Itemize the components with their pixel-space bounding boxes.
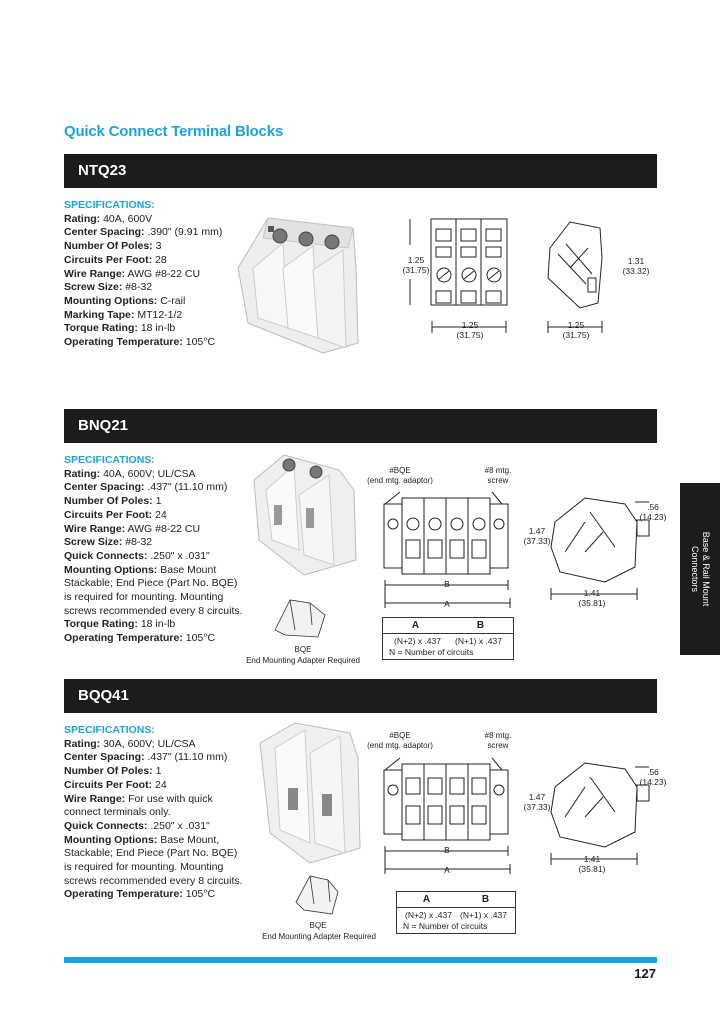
bqe-caption: End Mounting Adapter Required (262, 932, 376, 941)
bnq21-dim-b: B (444, 579, 450, 589)
note-line: Stackable; End Piece (Part No. BQE) (64, 847, 238, 860)
spec-row: Quick Connects: .250" x .031" (64, 819, 210, 832)
bnq21-callout-bqe: #BQE (end mtg. adaptor) (367, 466, 433, 485)
bqq41-dim-b: B (444, 845, 450, 855)
bnq21-callout-screw: #8 mtg. screw (484, 466, 512, 485)
bqe-label: BQE (309, 921, 327, 930)
spec-row: Center Spacing: .390" (9.91 mm) (64, 226, 223, 239)
section-side-tab: Base & Rail Mount Connectors (680, 483, 720, 655)
spec-row: Operating Temperature: 105°C (64, 336, 216, 349)
bnq21-formula-table: A B (N+2) x .437 (N+1) x .437 N = Number of circuits (382, 617, 514, 660)
ntq23-dim-side-width: 1.25 (31.75) (562, 320, 590, 340)
spec-row: Marking Tape: MT12-1/2 (64, 308, 183, 321)
spec-row: Number Of Poles: 3 (64, 240, 162, 253)
spec-row: Mounting Options: C-rail (64, 294, 186, 307)
note-line: is required for mounting. Mounting (64, 591, 224, 604)
spec-row: Operating Temperature: 105°C (64, 632, 216, 645)
note-line: connect terminals only. (64, 806, 171, 819)
bnq21-specs (64, 454, 274, 646)
footer-rule (64, 957, 657, 963)
spec-row: Operating Temperature: 105°C (64, 888, 216, 901)
note-line: screws recommended every 8 circuits. (64, 874, 243, 887)
page-title: Quick Connect Terminal Blocks (64, 123, 283, 140)
spec-row: Center Spacing: .437" (11.10 mm) (64, 481, 228, 494)
ntq23-dim-width: 1.25 (31.75) (456, 320, 484, 340)
bnq21-product-illustration (244, 450, 374, 580)
spec-row: Wire Range: AWG #8-22 CU (64, 522, 201, 535)
spec-row: Rating: 30A, 600V; UL/CSA (64, 737, 196, 750)
specs-heading: SPECIFICATIONS: (64, 199, 155, 211)
bqq41-formula-table: A B (N+2) x .437 (N+1) x .437 N = Number of circuits (396, 891, 516, 934)
spec-row: Quick Connects: .250" x .031" (64, 549, 210, 562)
bqe-label: BQE (294, 645, 312, 654)
spec-row: Number Of Poles: 1 (64, 765, 162, 778)
spec-row: Circuits Per Foot: 28 (64, 253, 167, 266)
note-line: is required for mounting. Mounting (64, 861, 224, 874)
bqe-adapter-icon (270, 595, 330, 640)
spec-row: Center Spacing: .437" (11.10 mm) (64, 751, 228, 764)
spec-row: Rating: 40A, 600V; UL/CSA (64, 467, 196, 480)
section-header-bnq21: BNQ21 (64, 409, 657, 443)
spec-row: Circuits Per Foot: 24 (64, 778, 167, 791)
bnq21-dim-height: 1.47 (37.33) (523, 526, 551, 546)
spec-row: Torque Rating: 18 in-lb (64, 322, 176, 335)
specs-heading: SPECIFICATIONS: (64, 454, 155, 466)
spec-row: Wire Range: For use with quick (64, 792, 213, 805)
bqq41-specs (64, 724, 274, 902)
note-line: screws recommended every 8 circuits. (64, 604, 243, 617)
spec-row: Rating: 40A, 600V (64, 212, 153, 225)
spec-row: Circuits Per Foot: 24 (64, 508, 167, 521)
bnq21-dim-width: 1.41 (35.81) (578, 588, 606, 608)
bnq21-dim-a: A (444, 599, 450, 609)
spec-row: Mounting Options: Base Mount (64, 563, 217, 576)
bqq41-dim-top: .56 (14.23) (639, 767, 667, 787)
bqq41-product-illustration (250, 718, 370, 868)
note-line: Stackable; End Piece (Part No. BQE) (64, 577, 238, 590)
spec-row: Torque Rating: 18 in-lb (64, 618, 176, 631)
bqe-adapter-icon (292, 872, 342, 917)
bqe-caption: End Mounting Adapter Required (246, 656, 360, 665)
bqq41-front-drawing (380, 756, 520, 881)
bnq21-dim-top: .56 (14.23) (639, 502, 667, 522)
bqq41-callout-bqe: #BQE (end mtg. adaptor) (367, 731, 433, 750)
bqq41-callout-screw: #8 mtg. screw (484, 731, 512, 750)
section-header-bqq41: BQQ41 (64, 679, 657, 713)
spec-row: Mounting Options: Base Mount, (64, 833, 220, 846)
specs-heading: SPECIFICATIONS: (64, 724, 155, 736)
spec-row: Wire Range: AWG #8-22 CU (64, 267, 201, 280)
spec-row: Screw Size: #8-32 (64, 536, 153, 549)
spec-row: Number Of Poles: 1 (64, 495, 162, 508)
spec-row: Screw Size: #8-32 (64, 281, 153, 294)
page-number: 127 (634, 966, 656, 981)
ntq23-dim-side-height: 1.31 (33.32) (622, 256, 650, 276)
ntq23-dim-height: 1.25 (31.75) (402, 255, 430, 275)
bqq41-dim-a: A (444, 865, 450, 875)
bqq41-dim-height: 1.47 (37.33) (523, 792, 551, 812)
bqq41-dim-width: 1.41 (35.81) (578, 854, 606, 874)
bnq21-front-drawing (380, 490, 520, 615)
ntq23-product-illustration (228, 208, 378, 358)
section-header-ntq23: NTQ23 (64, 154, 657, 188)
